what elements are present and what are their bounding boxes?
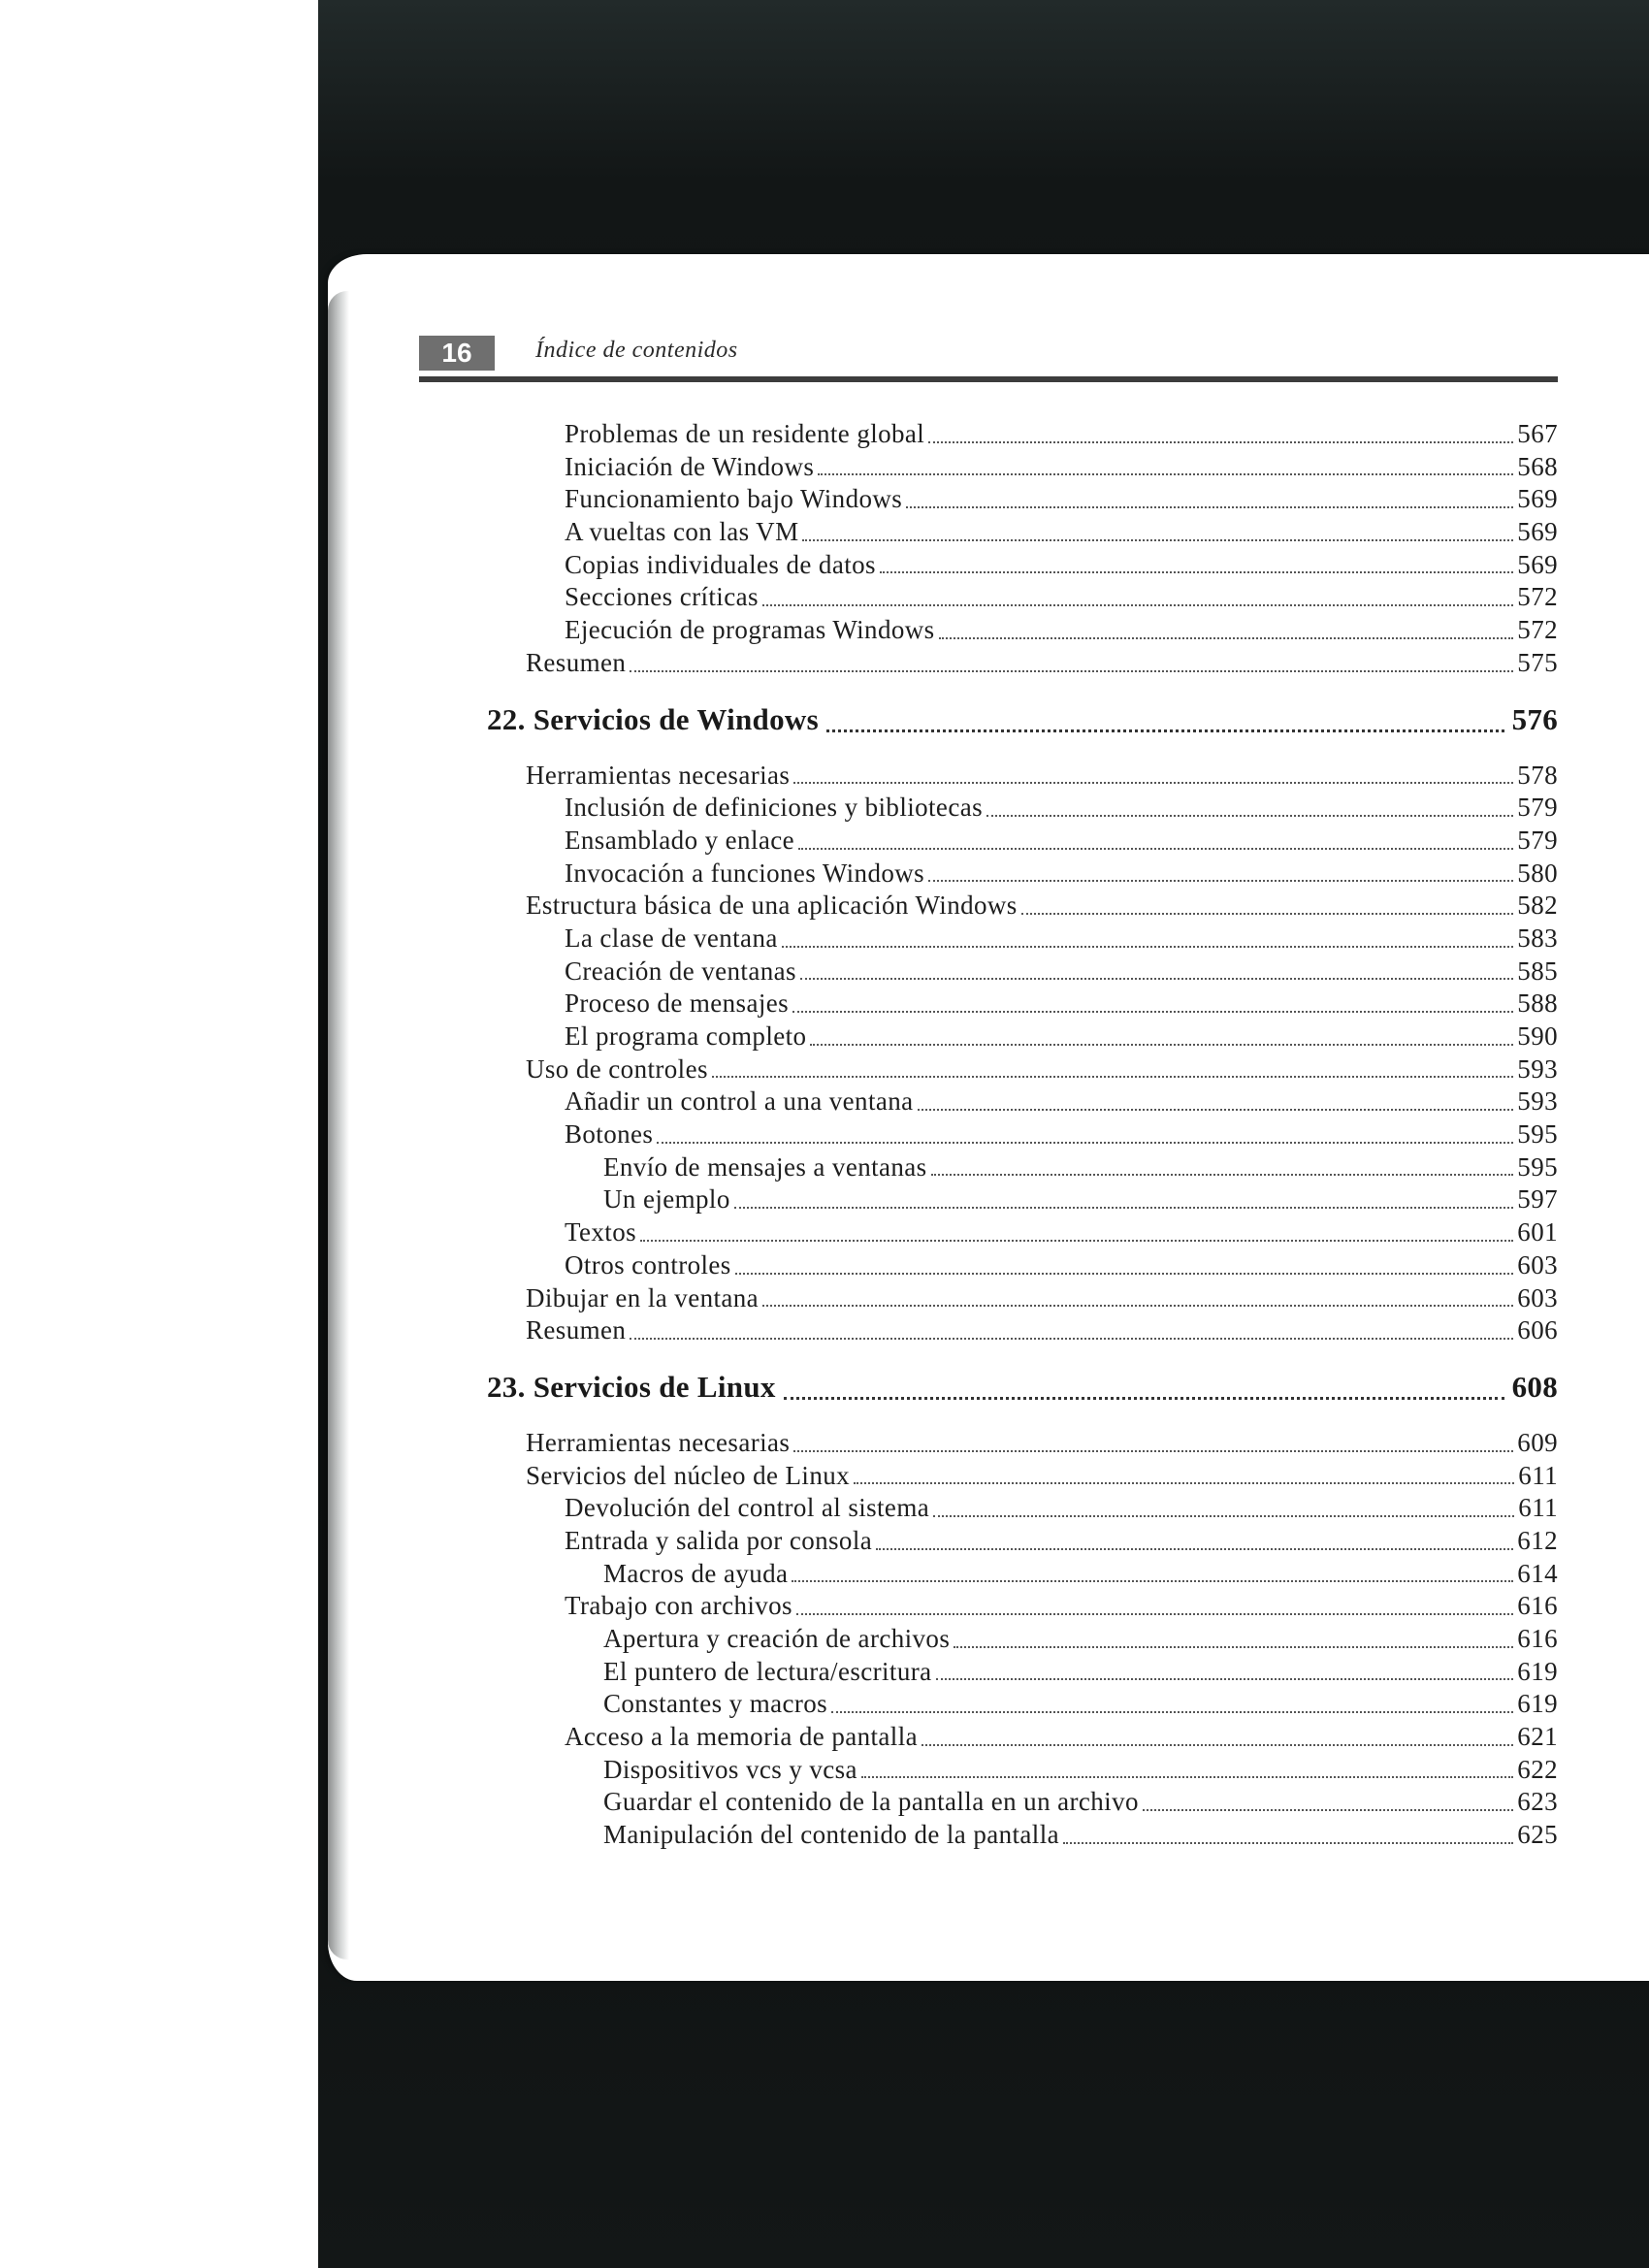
- toc-entry-label: Acceso a la memoria de pantalla: [565, 1722, 918, 1752]
- dot-leader: [854, 1482, 1514, 1484]
- toc-entry-label: Ensamblado y enlace: [565, 825, 795, 855]
- toc-entry-page: 597: [1517, 1184, 1558, 1215]
- toc-entry-label: Envío de mensajes a ventanas: [603, 1151, 927, 1182]
- toc-entry-page: 569: [1517, 484, 1558, 514]
- toc-entry: [419, 517, 1558, 550]
- toc-entry-page: 579: [1517, 793, 1558, 823]
- dot-leader: [933, 1515, 1514, 1517]
- toc-entry-page: 621: [1517, 1722, 1558, 1752]
- toc-entry: [419, 1461, 1558, 1494]
- toc-entry-page: 575: [1517, 647, 1558, 677]
- toc-entry-page: 585: [1517, 956, 1558, 986]
- toc-entry-label: Uso de controles: [526, 1053, 708, 1084]
- dot-leader: [928, 880, 1513, 882]
- toc-entry-page: 612: [1517, 1525, 1558, 1555]
- toc-entry: [419, 956, 1558, 989]
- toc-entry: [419, 582, 1558, 615]
- toc-entry-page: 603: [1517, 1249, 1558, 1280]
- toc-entry-page: 603: [1517, 1282, 1558, 1312]
- toc-entry: [419, 1624, 1558, 1657]
- dot-leader: [792, 1580, 1513, 1582]
- toc-entry: [419, 988, 1558, 1021]
- toc-entry: [419, 1152, 1558, 1185]
- chapter-title: 22. Servicios de Windows: [487, 701, 819, 736]
- toc-entry-page: 601: [1517, 1217, 1558, 1247]
- toc-entry-label: El programa completo: [565, 1021, 807, 1051]
- toc-entry-label: Funcionamiento bajo Windows: [565, 484, 903, 514]
- toc-entry-page: 572: [1517, 615, 1558, 645]
- toc-entry: [419, 1493, 1558, 1526]
- dot-leader: [918, 1109, 1514, 1111]
- toc-entry-label: A vueltas con las VM: [565, 517, 799, 547]
- dot-leader: [986, 815, 1513, 817]
- dot-leader: [782, 946, 1514, 948]
- toc-entry-page: 595: [1517, 1151, 1558, 1182]
- toc-entry: [419, 1283, 1558, 1316]
- chapter-title: 23. Servicios de Linux: [487, 1369, 776, 1404]
- toc-entry: [419, 1119, 1558, 1152]
- toc-entry-label: Proceso de mensajes: [565, 988, 790, 1019]
- dot-leader: [861, 1776, 1513, 1778]
- table-of-contents: [419, 419, 1558, 1853]
- toc-entry-label: Resumen: [526, 647, 627, 677]
- toc-entry-label: Invocación a funciones Windows: [565, 858, 925, 888]
- toc-entry: [419, 1559, 1558, 1592]
- dot-leader: [792, 1011, 1513, 1013]
- toc-entry-page: 568: [1517, 451, 1558, 481]
- dot-leader: [880, 571, 1513, 573]
- running-title: Índice de contenidos: [535, 338, 738, 363]
- dot-leader: [784, 1397, 1504, 1400]
- toc-entry-label: Trabajo con archivos: [565, 1591, 792, 1621]
- toc-entry-label: Constantes y macros: [603, 1689, 828, 1719]
- page-edge-shadow: [328, 291, 349, 1960]
- dot-leader: [800, 978, 1513, 980]
- toc-entry-label: Resumen: [526, 1315, 627, 1345]
- toc-entry-label: Estructura básica de una aplicación Windows: [526, 891, 1018, 921]
- toc-entry: [419, 1428, 1558, 1461]
- dot-leader: [793, 782, 1513, 784]
- toc-entry-page: 619: [1517, 1656, 1558, 1686]
- toc-entry-page: 590: [1517, 1021, 1558, 1051]
- toc-entry-label: Devolución del control al sistema: [565, 1493, 930, 1523]
- dot-leader: [798, 848, 1513, 850]
- toc-entry-page: 572: [1517, 582, 1558, 612]
- toc-entry: [419, 1250, 1558, 1283]
- toc-entry: [419, 1820, 1558, 1853]
- toc-entry: [419, 484, 1558, 517]
- toc-entry-label: Herramientas necesarias: [526, 1427, 791, 1457]
- toc-entry: [419, 1657, 1558, 1690]
- toc-entry-label: Secciones críticas: [565, 582, 759, 612]
- toc-entry-label: Apertura y creación de archivos: [603, 1624, 951, 1653]
- toc-entry-page: 616: [1517, 1591, 1558, 1621]
- dot-leader: [802, 539, 1513, 541]
- toc-entry-page: 593: [1517, 1053, 1558, 1084]
- chapter-page: 608: [1511, 1369, 1558, 1404]
- toc-entry-page: 623: [1517, 1787, 1558, 1817]
- toc-entry: [419, 891, 1558, 923]
- dot-leader: [954, 1646, 1513, 1648]
- toc-entry-page: 606: [1517, 1315, 1558, 1345]
- toc-chapter-23: [419, 1370, 1558, 1409]
- toc-entry: [419, 1021, 1558, 1054]
- toc-entry: [419, 1054, 1558, 1087]
- dot-leader: [818, 473, 1513, 475]
- toc-entry-page: 583: [1517, 923, 1558, 953]
- toc-entry-label: Dibujar en la ventana: [526, 1282, 760, 1312]
- toc-entry-label: Problemas de un residente global: [565, 419, 925, 448]
- dot-leader: [928, 441, 1513, 443]
- dot-leader: [1021, 913, 1514, 915]
- toc-entry: [419, 1086, 1558, 1119]
- dot-leader: [1143, 1809, 1513, 1811]
- dot-leader: [735, 1273, 1514, 1275]
- toc-entry: [419, 826, 1558, 859]
- toc-entry-label: Macros de ayuda: [603, 1558, 789, 1588]
- dot-leader: [931, 1174, 1514, 1176]
- dot-leader: [793, 1450, 1513, 1452]
- toc-entry-page: 579: [1517, 825, 1558, 855]
- toc-entry: [419, 761, 1558, 794]
- toc-entry-label: Inclusión de definiciones y bibliotecas: [565, 793, 983, 823]
- toc-entry: [419, 923, 1558, 956]
- toc-entry-page: 580: [1517, 858, 1558, 888]
- dot-leader: [796, 1613, 1513, 1615]
- dot-leader: [630, 670, 1513, 672]
- toc-entry: [419, 1315, 1558, 1348]
- toc-entry-page: 593: [1517, 1086, 1558, 1117]
- toc-entry-page: 569: [1517, 517, 1558, 547]
- dot-leader: [734, 1207, 1514, 1209]
- toc-entry-page: 595: [1517, 1119, 1558, 1150]
- dot-leader: [826, 729, 1504, 732]
- chapter-page: 576: [1511, 701, 1558, 736]
- toc-entry: [419, 1526, 1558, 1559]
- dot-leader: [831, 1711, 1513, 1713]
- page-header: [419, 334, 1558, 382]
- toc-entry-page: 611: [1518, 1460, 1558, 1490]
- header-rule: [419, 376, 1558, 382]
- dot-leader: [922, 1744, 1513, 1746]
- toc-entry: [419, 1722, 1558, 1755]
- toc-entry-label: Textos: [565, 1217, 637, 1247]
- dot-leader: [630, 1338, 1513, 1340]
- dot-leader: [762, 604, 1513, 606]
- toc-entry-label: La clase de ventana: [565, 923, 778, 953]
- toc-entry: [419, 1787, 1558, 1820]
- dot-leader: [712, 1076, 1513, 1078]
- toc-entry-page: 622: [1517, 1754, 1558, 1784]
- toc-entry-page: 619: [1517, 1689, 1558, 1719]
- dot-leader: [939, 637, 1514, 639]
- toc-entry-label: Entrada y salida por consola: [565, 1525, 873, 1555]
- toc-entry: [419, 793, 1558, 826]
- toc-entry-page: 614: [1517, 1558, 1558, 1588]
- toc-entry-page: 616: [1517, 1624, 1558, 1653]
- toc-entry: [419, 550, 1558, 583]
- dot-leader: [876, 1548, 1513, 1550]
- toc-entry: [419, 1217, 1558, 1250]
- toc-entry-label: Ejecución de programas Windows: [565, 615, 935, 645]
- toc-entry-label: Botones: [565, 1119, 654, 1150]
- toc-entry-page: 569: [1517, 549, 1558, 579]
- dot-leader: [762, 1305, 1513, 1307]
- toc-chapter-22: [419, 702, 1558, 741]
- dot-leader: [906, 506, 1513, 508]
- toc-entry-label: Copias individuales de datos: [565, 549, 876, 579]
- toc-entry: [419, 648, 1558, 681]
- toc-entry-label: Dispositivos vcs y vcsa: [603, 1754, 857, 1784]
- toc-entry-page: 609: [1517, 1427, 1558, 1457]
- toc-entry-label: Herramientas necesarias: [526, 760, 791, 790]
- toc-entry: [419, 452, 1558, 485]
- toc-entry: [419, 615, 1558, 648]
- toc-entry: [419, 1689, 1558, 1722]
- dot-leader: [1063, 1842, 1513, 1844]
- toc-entry: [419, 419, 1558, 452]
- dot-leader: [936, 1678, 1514, 1680]
- toc-entry-label: Guardar el contenido de la pantalla en un archivo: [603, 1787, 1139, 1817]
- toc-entry-label: El puntero de lectura/escritura: [603, 1656, 932, 1686]
- toc-entry-page: 578: [1517, 760, 1558, 790]
- toc-entry-label: Manipulación del contenido de la pantalla: [603, 1820, 1059, 1850]
- toc-entry-label: Otros controles: [565, 1249, 731, 1280]
- toc-entry-page: 611: [1518, 1493, 1558, 1523]
- toc-entry: [419, 1591, 1558, 1624]
- page-number-badge: 16: [419, 336, 495, 371]
- toc-entry: [419, 859, 1558, 891]
- toc-entry-page: 567: [1517, 419, 1558, 448]
- dot-leader: [640, 1240, 1513, 1242]
- toc-entry-label: Añadir un control a una ventana: [565, 1086, 914, 1117]
- toc-entry-label: Un ejemplo: [603, 1184, 730, 1215]
- toc-entry-page: 588: [1517, 988, 1558, 1019]
- toc-entry: [419, 1184, 1558, 1217]
- toc-entry-label: Servicios del núcleo de Linux: [526, 1460, 851, 1490]
- toc-entry-page: 582: [1517, 891, 1558, 921]
- toc-entry-label: Creación de ventanas: [565, 956, 796, 986]
- toc-entry-label: Iniciación de Windows: [565, 451, 815, 481]
- toc-entry: [419, 1755, 1558, 1788]
- dot-leader: [657, 1142, 1513, 1144]
- dot-leader: [810, 1044, 1513, 1046]
- toc-entry-page: 625: [1517, 1820, 1558, 1850]
